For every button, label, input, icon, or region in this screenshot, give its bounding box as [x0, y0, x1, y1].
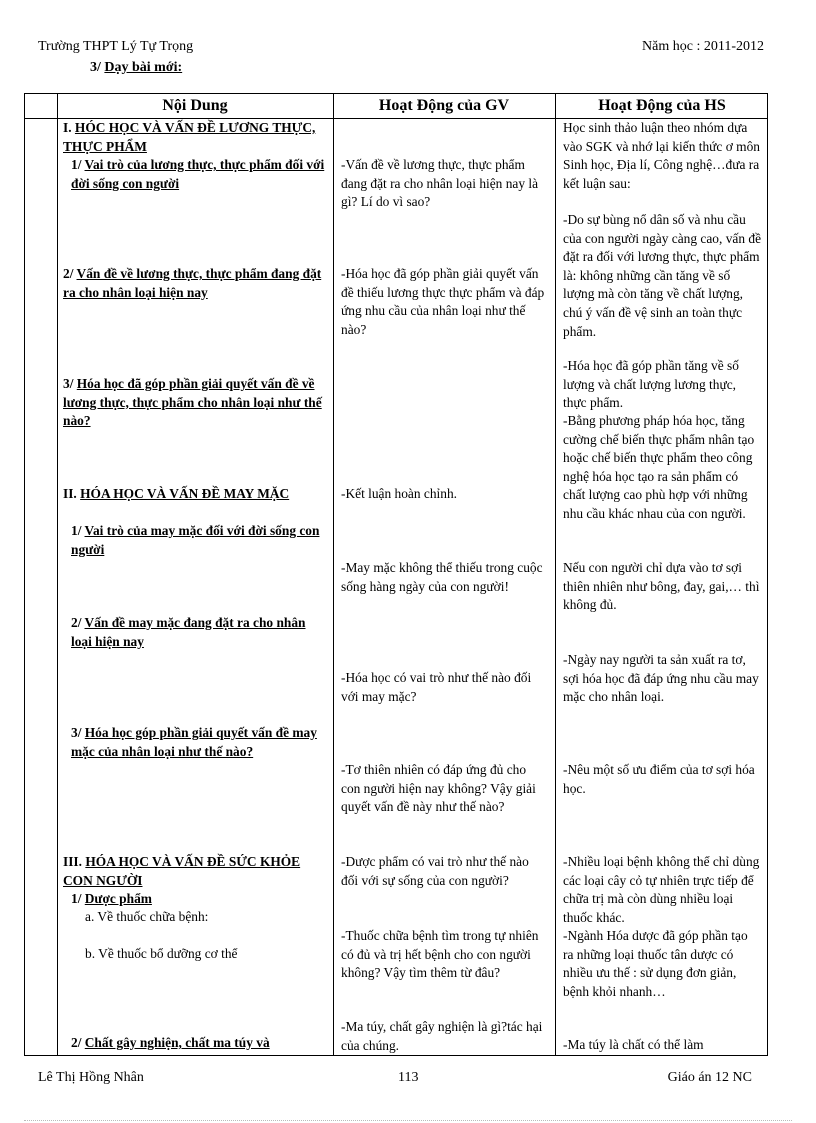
topic-food-problem: 2/ Vấn đề về lương thực, thực phẩm đang đặt ra cho nhân loại hiện nay [63, 266, 322, 300]
teacher-question: -Thuốc chữa bệnh tìm trong tự nhiên có đủ và trị hết bệnh cho con người không? Vậy tìm thêm từ đâu? [341, 928, 539, 981]
topic-narcotics: 2/ Chất gây nghiện, chất ma túy và [71, 1035, 270, 1050]
heading-food: I. HÓC HỌC VÀ VẤN ĐỀ LƯƠNG THỰC, THỰC PHẨM [63, 120, 316, 154]
teacher-question: -Tơ thiên nhiên có đáp ứng đủ cho con người hiện nay không? Vậy giải quyết vấn đề này như thế nào? [341, 762, 536, 815]
page-number: 113 [398, 1070, 419, 1085]
school-name: Trường THPT Lý Tự Trọng [38, 39, 194, 54]
teacher-question: -Hóa học đã góp phần giải quyết vấn đề thiếu lương thực thực phẩm và đáp ứng nhu cầu của nhân loại như thế nào? [341, 266, 545, 337]
topic-clothing-chemistry: 3/ Hóa học góp phần giải quyết vấn đề may mặc của nhân loại như thế nào? [71, 725, 317, 759]
student-answer: -Ngày nay người ta sản xuất ra tơ, sợi hóa học đã đáp ứng nhu cầu may mặc cho nhân loại. [563, 652, 759, 705]
topic-clothing-problem: 2/ Vấn đề may mặc đang đặt ra cho nhân loại hiện nay [71, 615, 306, 649]
student-answer: -Hóa học đã góp phần tăng về số lượng và chất lượng lương thực, thực phẩm. [563, 358, 739, 411]
student-answer: -Ngành Hóa dược đã góp phần tạo ra những loại thuốc tân dược có nhiều ưu thế : sử dụng đơn giản, bệnh khỏi nhanh… [563, 928, 748, 999]
topic-food-chemistry: 3/ Hóa học đã góp phần giải quyết vấn đề về lương thực, thực phẩm cho nhân loại như thế nào? [63, 376, 322, 429]
teacher-question: -Ma túy, chất gây nghiện là gì?tác hại của chúng. [341, 1019, 543, 1053]
student-answer: -Nêu một số ưu điểm của tơ sợi hóa học. [563, 762, 755, 796]
column-divider [57, 94, 58, 1055]
heading-clothing: II. HÓA HỌC VÀ VẤN ĐỀ MAY MẶC [63, 486, 290, 501]
section-number: 3/ [90, 60, 101, 75]
teacher-question: -Vấn đề về lương thực, thực phẩm đang đặt ra cho nhân loại hiện nay là gì? Lí do vì sao? [341, 157, 539, 210]
heading-health: III. HÓA HỌC VÀ VẤN ĐỀ SỨC KHỎE CON NGƯỜI [63, 854, 301, 888]
section-title: Dạy bài mới: [104, 60, 183, 75]
student-answer: -Ma túy là chất có thể làm [563, 1037, 704, 1052]
student-answer: -Nhiều loại bệnh không thể chỉ dùng các loại cây cỏ tự nhiên trực tiếp để chữa trị mà còn dùng nhiều loại thuốc khác. [563, 854, 760, 925]
school-year: Năm học : 2011-2012 [642, 39, 764, 54]
student-answer: -Do sự bùng nổ dân số và nhu cầu của con người ngày càng cao, vấn đề đặt ra đối với lương thực, thực phẩm là: không những cần tăng về số lượng mà còn tăng về chất lượng, chú ý vấn đề vệ sinh an toàn thực phẩm. [563, 212, 762, 339]
topic-food-role: 1/ Vai trò của lương thực, thực phẩm đối với đời sống con người [71, 157, 325, 191]
footer-document: Giáo án 12 NC [667, 1070, 752, 1085]
topic-pharmaceuticals: 1/ Dược phẩm [71, 891, 152, 906]
footer-author: Lê Thị Hồng Nhân [38, 1070, 144, 1085]
teacher-note: -May mặc không thể thiếu trong cuộc sống hàng ngày của con người! [341, 560, 543, 594]
column-divider [555, 94, 556, 1055]
teacher-question: -Dược phẩm có vai trò như thế nào đối với sự sống của con người? [341, 854, 529, 888]
section-heading [90, 60, 182, 76]
header-teacher-activity: Hoạt Động của GV [378, 97, 510, 114]
topic-clothing-role: 1/ Vai trò của may mặc đối với đời sống con người [71, 523, 320, 557]
header-student-activity: Hoạt Động của HS [598, 97, 726, 114]
subtopic-supplements: b. Về thuốc bổ dưỡng cơ thể [85, 946, 238, 961]
column-divider [333, 94, 334, 1055]
student-answer: -Bằng phương pháp hóa học, tăng cường chế biến thực phẩm nhân tạo hoặc chế biến thực phẩm theo công nghệ hóa học tạo ra sản phẩm có chất lượng cao phù hợp với những nhu cầu khác nhau của con người. [563, 413, 755, 521]
student-answer: Nếu con người chỉ dựa vào tơ sợi thiên nhiên như bông, đay, gai,… thì không đủ. [563, 560, 760, 613]
lesson-table [24, 93, 768, 1056]
subtopic-medicine: a. Về thuốc chữa bệnh: [85, 909, 209, 924]
student-answer: Học sinh thảo luận theo nhóm dựa vào SGK và nhớ lại kiến thức ơ môn Sinh học, Địa lí, Công nghệ…đưa ra kết luận sau: [563, 120, 760, 191]
header-content: Nội Dung [162, 97, 228, 114]
teacher-question: -Hóa học có vai trò như thế nào đối với may mặc? [341, 670, 532, 704]
teacher-conclusion: -Kết luận hoàn chỉnh. [341, 486, 458, 501]
page-edge-divider [24, 1120, 792, 1121]
